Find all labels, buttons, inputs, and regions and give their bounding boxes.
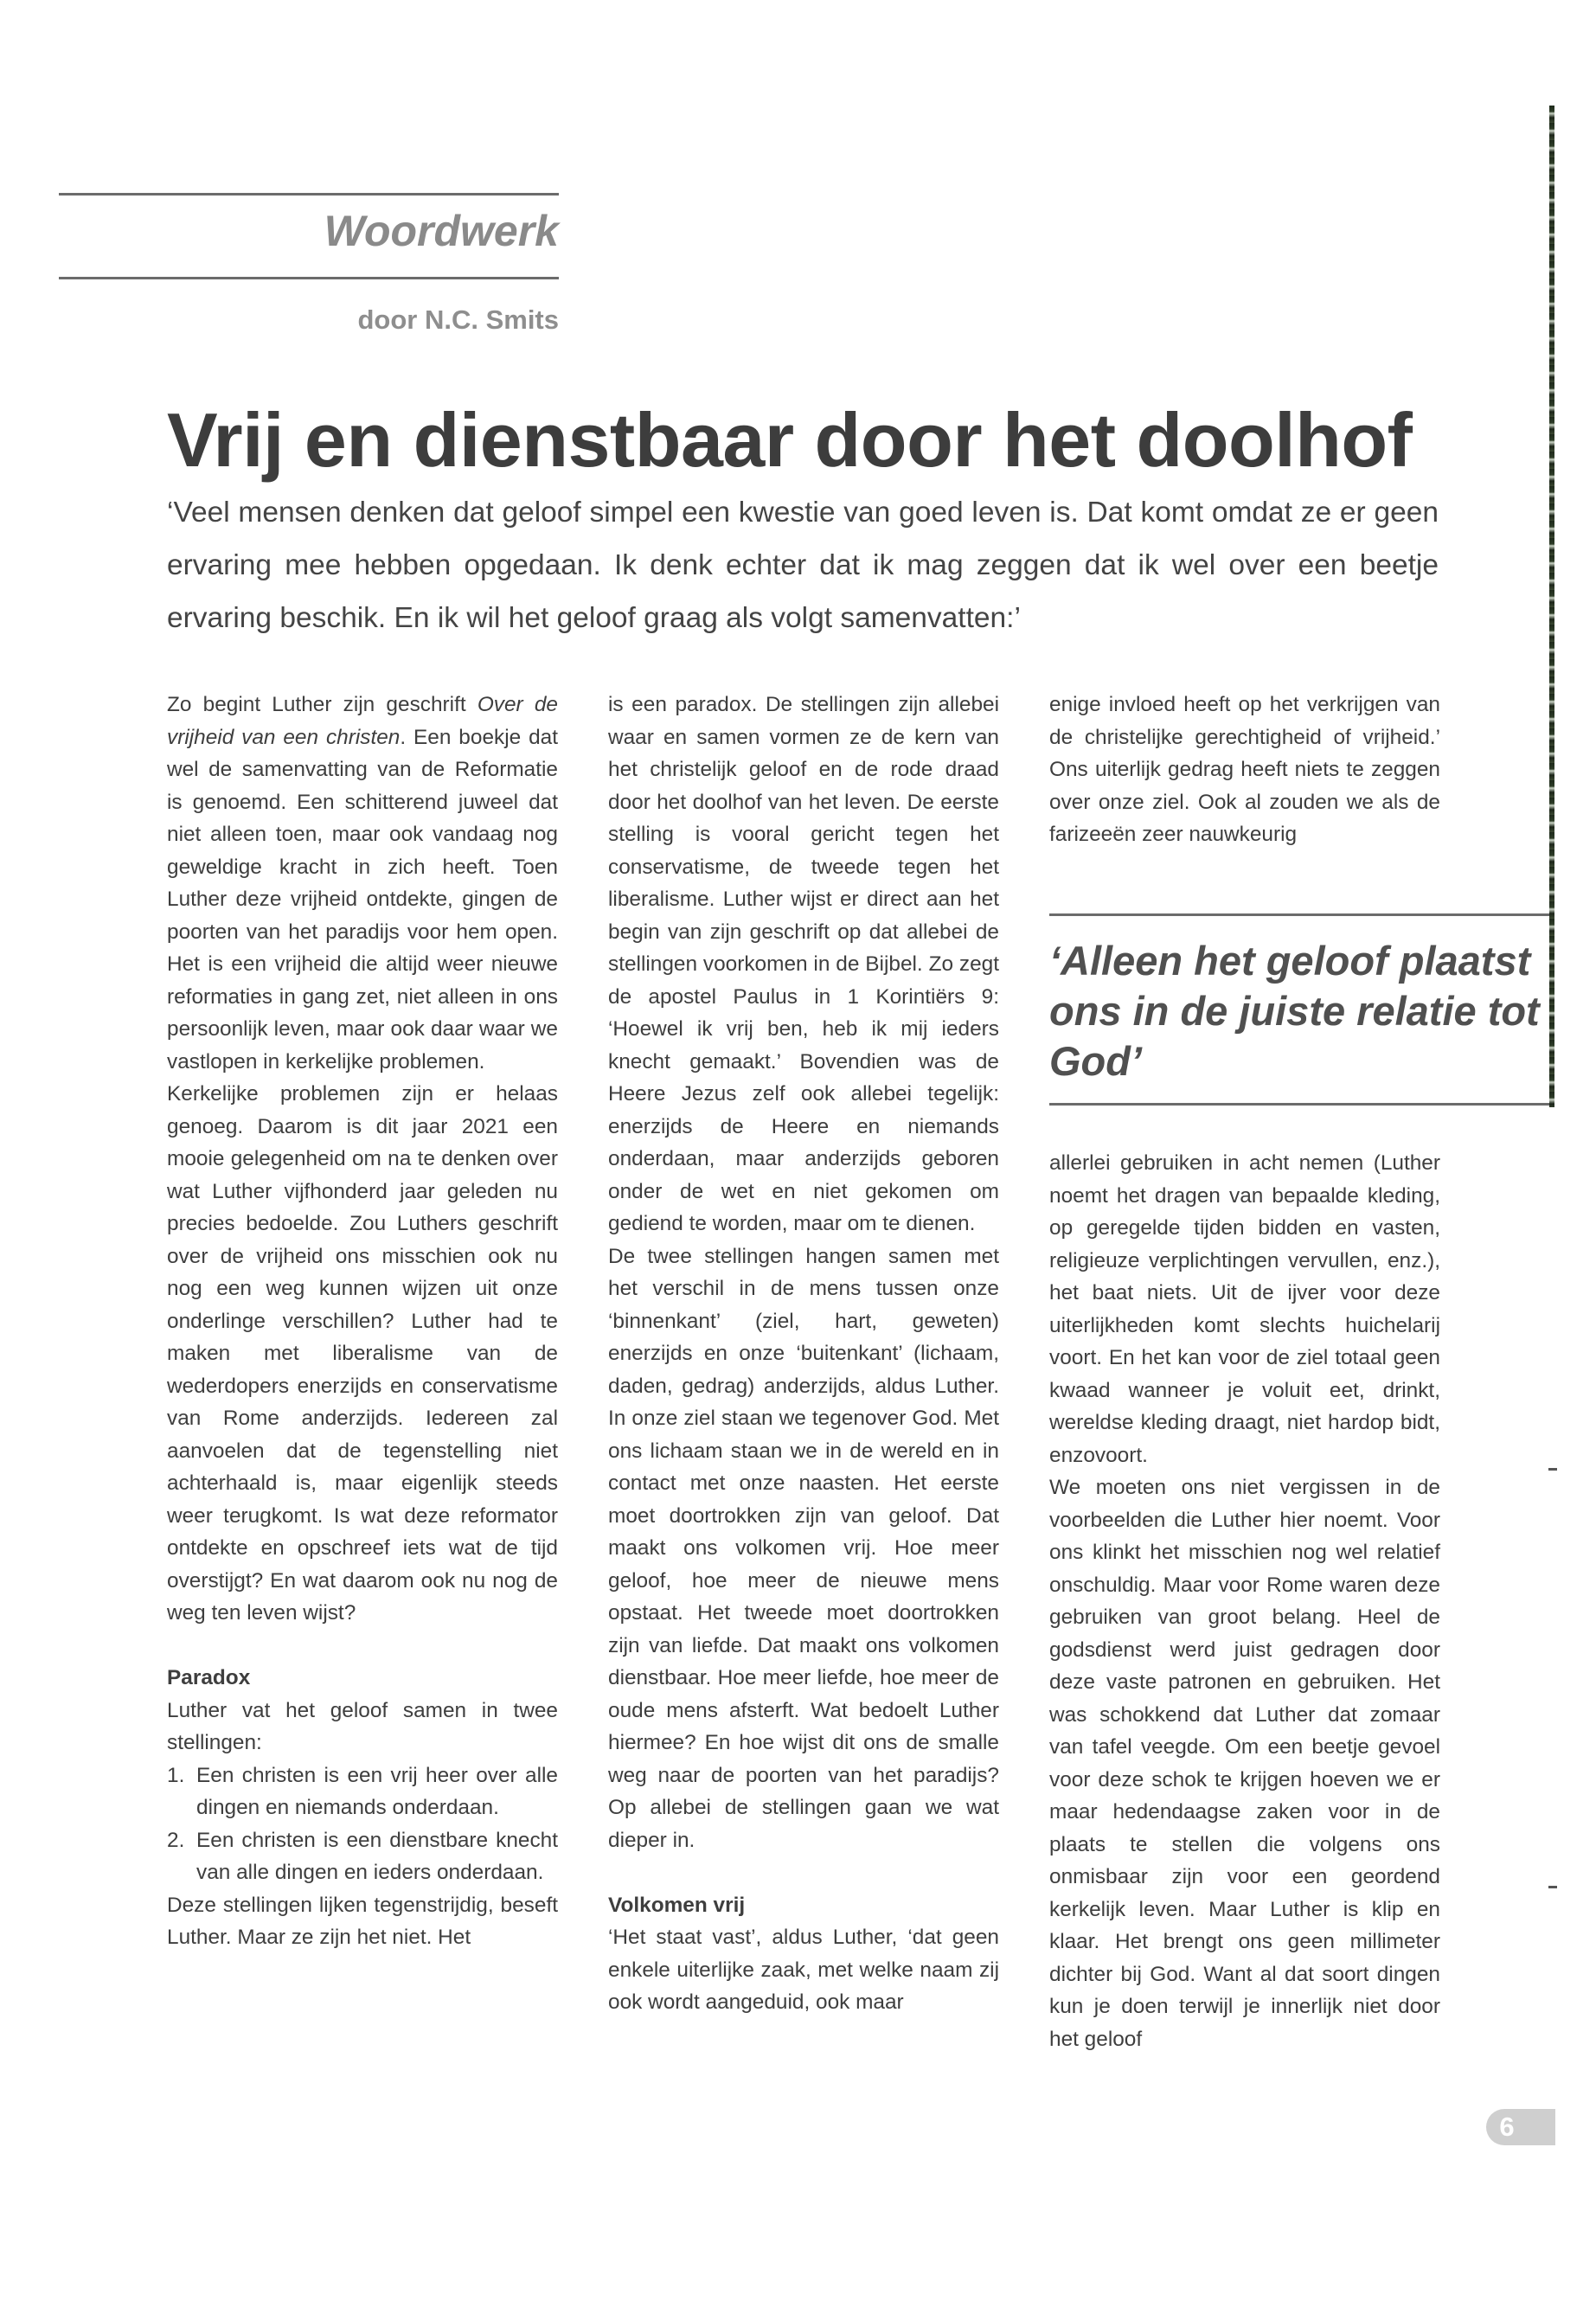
paragraph-gap [167,1630,558,1663]
paragraph: enige invloed heeft op het verkrijgen van de christelijke gerechtigheid of vrijheid.’ Ons uiterlijk gedrag heeft niets te zeggen over onze ziel. Ook al zouden we als de farizeeën zeer nauwkeurig [1049,693,1440,846]
rubric-top-rule [59,193,559,195]
book-title-italic: Over de vrijheid van een christen [167,693,558,749]
column-2 [608,689,999,2019]
text-run: . Een boekje dat wel de samenvatting van de Reformatie is genoemd. Een schitterend juweel dat niet alleen toen, maar ook vandaag nog geweldige kracht in zich heeft. Toen Luther deze vrijheid ontdekte, gingen de poorten van het paradijs voor hem open. Het is een vrijheid die altijd weer nieuwe reformaties in gang zet, niet alleen in ons persoonlijk leven, maar ook daar waar we vastlopen in kerkelijke problemen. [167,725,558,1074]
list-item [167,1759,558,1824]
paragraph [167,689,558,1078]
paragraph: De twee stellingen hangen samen met het verschil in de mens tussen onze ‘binnenkant’ (ziel, hart, geweten) enerzijds en onze ‘buitenkant’ (lichaam, daden, gedrag) anderzijds, aldus Luther. In onze ziel staan we tegenover God. Met ons lichaam staan we in de wereld en in contact met onze naasten. Het eerste moet doortrokken zijn van geloof. Dat maakt ons volkomen vrij. Hoe meer geloof, hoe meer de nieuwe mens opstaat. Het tweede moet doortrokken zijn van liefde. Dat maakt ons volkomen dienstbaar. Hoe meer liefde, hoe meer de oude mens afsterft. Wat bedoelt Luther hiermee? En hoe wijst dit ons de smalle weg naar de poorten van het paradijs? Op allebei de stellingen gaan we wat dieper in. [608,1244,999,1852]
pull-quote: ‘Alleen het geloof plaatst ons in de juiste relatie tot God’ [1049,938,1540,1084]
paragraph: allerlei gebruiken in acht nemen (Luther noemt het dragen van bepaalde kleding, op geregelde tijden bidden en vasten, religieuze verplichtingen vervullen, enz.), het baat niets. Uit de ijver voor deze uiterlijkheden komt slechts huichelarij voort. En het kan voor de ziel totaal geen kwaad wanneer je voluit eet, drinkt, wereldse kleding draagt, niet hardop bidt, enzovoort. [1049,1151,1440,1467]
margin-tick [1548,1468,1557,1471]
section-rubric: Woordwerk [324,207,559,255]
article-intro: ‘Veel mensen denken dat geloof simpel een kwestie van goed leven is. Dat komt omdat ze er geen ervaring mee hebben opgedaan. Ik denk echter dat ik mag zeggen dat ik wel over een beetje ervaring beschik. En ik wil het geloof graag als volgt samenvatten:’ [167,497,1439,634]
paragraph: Kerkelijke problemen zijn er helaas genoeg. Daarom is dit jaar 2021 een mooie gelegenheid om na te denken over wat Luther vijfhonderd jaar geleden nu precies bedoelde. Zou Luthers geschrift over de vrijheid ons misschien ook nu nog een weg kunnen wijzen uit onze onderlinge verschillen? Luther had te maken met liberalisme van de wederdopers enerzijds en conservatisme van Rome anderzijds. Iedereen zal aanvoelen dat de tegenstelling niet achterhaald is, maar eigenlijk steeds weer terugkomt. Is wat deze reformator ontdekte en opschreef iets wat de tijd overstijgt? En wat daarom ook nu nog de weg ten leven wijst? [167,1082,558,1625]
paragraph: ‘Het staat vast’, aldus Luther, ‘dat geen enkele uiterlijke zaak, met welke naam zij ook wordt aangeduid, ook maar [608,1926,999,2014]
list-number: 2. [167,1828,185,1852]
subheading-volkomen-vrij: Volkomen vrij [608,1893,746,1917]
paragraph: Deze stellingen lijken tegenstrijdig, beseft Luther. Maar ze zijn het niet. Het [167,1893,558,1949]
text-run: Zo begint Luther zijn geschrift [167,693,478,716]
paragraph: is een paradox. De stellingen zijn allebei waar en samen vormen ze de kern van het christelijk geloof en de rode draad door het doolhof van het leven. De eerste stelling is vooral gericht tegen het conservatisme, de tweede tegen het liberalisme. Luther wijst er direct aan het begin van zijn geschrift op dat allebei de stellingen voorkomen in de Bijbel. Zo zegt de apostel Paulus in 1 Korintiërs 9: ‘Hoewel ik vrij ben, heb ik mij ieders knecht gemaakt.’ Bovendien was de Heere Jezus zelf ook allebei tegelijk: enerzijds de Heere en niemands onderdaan, maar anderzijds geboren onder de wet en niet gekomen om gediend te worden, maar om te dienen. [608,693,999,1235]
margin-tick [1548,1886,1557,1888]
author-byline: door N.C. Smits [357,304,559,335]
pullquote-top-rule [1049,913,1551,916]
rubric-bottom-rule [59,277,559,279]
column-3-bottom [1049,1147,1440,2055]
column-1 [167,689,558,1954]
list-item [167,1824,558,1889]
page-number: 6 [1499,2112,1515,2142]
list-text: Een christen is een vrij heer over alle dingen en niemands onderdaan. [196,1763,558,1819]
column-3-top [1049,689,1440,851]
paragraph: Luther vat het geloof samen in twee stellingen: [167,1698,558,1754]
article-title: Vrij en dienstbaar door het doolhof [167,397,1413,483]
list-text: Een christen is een dienstbare knecht van alle dingen en ieders onderdaan. [196,1828,558,1884]
paragraph-gap [608,1856,999,1889]
list-number: 1. [167,1763,185,1787]
photo-edge-strip [1549,106,1554,1107]
pullquote-bottom-rule [1049,1103,1551,1106]
paragraph: We moeten ons niet vergissen in de voorbeelden die Luther hier noemt. Voor ons klinkt het misschien nog wel relatief onschuldig. Maar voor Rome waren deze gebruiken van groot belang. Heel de godsdienst werd juist gedragen door deze vaste patronen en gebruiken. Het was schokkend dat Luther dat zomaar van tafel veegde. Om een beetje gevoel voor deze schok te krijgen hoeven we er maar hedendaagse zaken voor in de plaats te stellen die volgens ons onmisbaar zijn voor een geordend kerkelijk leven. Maar Luther is klip en klaar. Het brengt ons geen millimeter dichter bij God. Want al dat soort dingen kun je doen terwijl je innerlijk niet door het geloof [1049,1476,1440,2051]
subheading-paradox: Paradox [167,1666,251,1689]
